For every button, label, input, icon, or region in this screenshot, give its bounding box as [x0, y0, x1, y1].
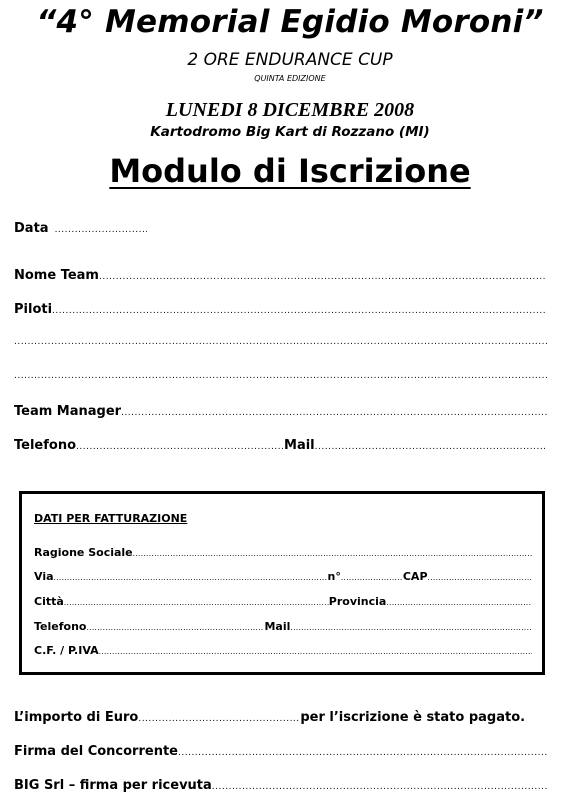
date-row — [14, 221, 147, 236]
drivers-row-2 — [14, 337, 547, 347]
province-label: Provincia — [328, 595, 387, 608]
billing-phone-label: Telefono — [34, 620, 87, 633]
date-label: Data — [14, 221, 49, 236]
drivers-field-3[interactable] — [14, 371, 547, 381]
signature-row — [14, 744, 547, 759]
team-name-field[interactable] — [99, 272, 547, 282]
event-title: “4° Memorial Egidio Moroni” — [36, 4, 544, 40]
company-label: Ragione Sociale — [34, 546, 133, 559]
billing-title: DATI PER FATTURAZIONE — [34, 512, 188, 525]
event-date: LUNEDI 8 DICEMBRE 2008 — [165, 99, 415, 121]
company-field[interactable] — [133, 549, 532, 558]
phone-field[interactable] — [76, 442, 284, 452]
drivers-row-3 — [14, 371, 547, 381]
tax-row — [34, 644, 532, 657]
city-field[interactable] — [64, 598, 329, 607]
mail-field[interactable] — [315, 442, 547, 452]
cap-label: CAP — [402, 570, 428, 583]
number-label: n° — [327, 570, 341, 583]
team-manager-label: Team Manager — [14, 404, 122, 419]
edition-label: QUINTA EDIZIONE — [254, 74, 326, 83]
team-manager-field[interactable] — [121, 408, 547, 418]
drivers-field[interactable] — [52, 306, 547, 316]
mail-label: Mail — [284, 438, 315, 453]
team-name-row — [14, 268, 547, 283]
address-row — [34, 570, 532, 583]
phone-mail-row — [14, 438, 547, 453]
date-field[interactable] — [55, 225, 147, 235]
billing-box — [19, 491, 545, 675]
number-field[interactable] — [341, 573, 403, 582]
billing-phone-row — [34, 620, 532, 633]
drivers-row — [14, 302, 547, 317]
signature-field[interactable] — [178, 748, 547, 758]
drivers-field-2[interactable] — [14, 337, 547, 347]
billing-mail-label: Mail — [264, 620, 291, 633]
event-subtitle: 2 ORE ENDURANCE CUP — [187, 50, 393, 70]
team-manager-row — [14, 404, 547, 419]
team-name-label: Nome Team — [14, 268, 99, 283]
city-label: Città — [34, 595, 64, 608]
form-title: Modulo di Iscrizione — [109, 152, 471, 190]
signature-label: Firma del Concorrente — [14, 744, 178, 759]
street-label: Via — [34, 570, 54, 583]
amount-suffix: per l’iscrizione è stato pagato. — [300, 710, 526, 725]
billing-phone-field[interactable] — [86, 623, 264, 632]
drivers-label: Piloti — [14, 302, 53, 317]
amount-label: L’importo di Euro — [14, 710, 139, 725]
tax-field[interactable] — [99, 647, 532, 656]
amount-field[interactable] — [138, 714, 300, 724]
receipt-field[interactable] — [212, 782, 547, 792]
receipt-row — [14, 778, 547, 793]
receipt-label: BIG Srl – firma per ricevuta — [14, 778, 212, 793]
street-field[interactable] — [54, 573, 328, 582]
event-venue: Kartodromo Big Kart di Rozzano (MI) — [150, 124, 430, 140]
billing-mail-field[interactable] — [290, 623, 532, 632]
company-row — [34, 546, 532, 559]
city-row — [34, 595, 532, 608]
phone-label: Telefono — [14, 438, 77, 453]
payment-row — [14, 710, 552, 725]
province-field[interactable] — [386, 598, 532, 607]
tax-label: C.F. / P.IVA — [34, 644, 99, 657]
cap-field[interactable] — [428, 573, 532, 582]
